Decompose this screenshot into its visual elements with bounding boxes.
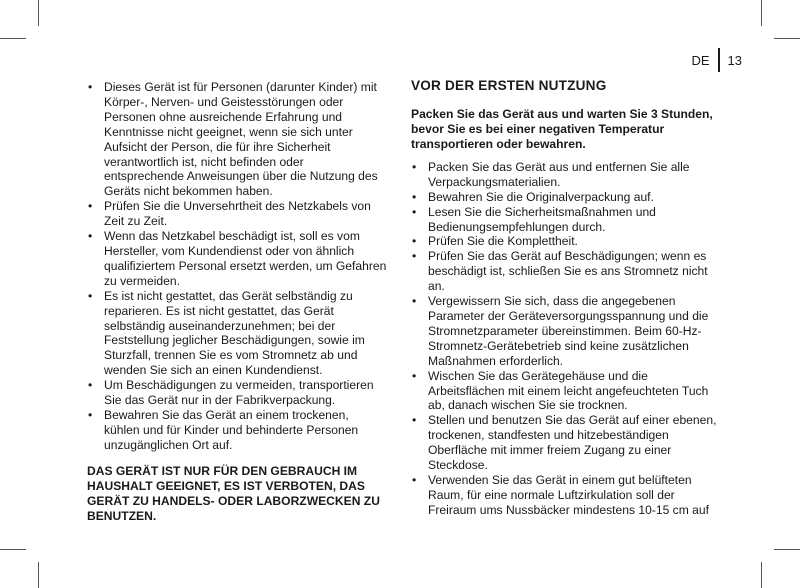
crop-mark-bottom-left-h	[0, 549, 26, 550]
list-item: • Wischen Sie das Gerätegehäuse und die Arbeitsflächen mit einem leicht angefeuchteten Tuch ab, danach wischen Sie sie trocknen.	[411, 369, 721, 414]
page-number: 13	[727, 52, 742, 68]
list-item: • Prüfen Sie die Komplettheit.	[411, 234, 721, 249]
page-header	[691, 48, 742, 72]
crop-mark-top-left-h	[0, 38, 26, 39]
header-divider	[718, 48, 720, 72]
list-item: • Dieses Gerät ist für Personen (darunter Kinder) mit Körper-, Nerven- und Geistesstörungen oder Personen ohne ausreichende Erfahrung und Kenntnisse nicht geeignet, wenn sie sich unter Aufsicht der Person, die für ihre Sicherheit verantwortlich ist, nicht befinden oder entsprechende Anweisungen über die Nutzung des Geräts nicht bekommen haben.	[87, 80, 387, 199]
crop-mark-bottom-left-v	[38, 562, 39, 588]
language-code: DE	[691, 52, 710, 68]
list-item: • Bewahren Sie das Gerät an einem trockenen, kühlen und für Kinder und behinderte Personen unzugänglichen Ort auf.	[87, 408, 387, 453]
list-item: • Wenn das Netzkabel beschädigt ist, soll es vom Hersteller, vom Kundendienst oder von ähnlich qualifiziertem Personal ersetzt werden, um Gefahren zu vermeiden.	[87, 229, 387, 289]
crop-mark-top-left-v	[38, 0, 39, 26]
crop-mark-top-right-v	[761, 0, 762, 26]
list-item: • Packen Sie das Gerät aus und entfernen Sie alle Verpackungsmaterialien.	[411, 160, 721, 190]
crop-mark-bottom-right-v	[761, 562, 762, 588]
list-item: • Bewahren Sie die Originalverpackung auf.	[411, 190, 721, 205]
list-item: • Um Beschädigungen zu vermeiden, transportieren Sie das Gerät nur in der Fabrikverpackung.	[87, 378, 387, 408]
list-item: • Lesen Sie die Sicherheitsmaßnahmen und Bedienungsempfehlungen durch.	[411, 205, 721, 235]
right-column	[411, 79, 721, 518]
first-use-list	[411, 160, 721, 518]
list-item: • Es ist nicht gestattet, das Gerät selbständig zu reparieren. Es ist nicht gestattet, das Gerät selbständig auseinanderzunehmen; bei der Feststellung jeglicher Beschädigungen, sowie im Sturzfall, trennen Sie es vom Stromnetz ab und wenden Sie sich an einen Kundendienst.	[87, 289, 387, 378]
list-item: • Vergewissern Sie sich, dass die angegebenen Parameter der Geräteversorgungsspannung und die Stromnetzparameter übereinstimmen. Beim 60-Hz-Stromnetz-Gerätebetrieb sind keine zusätzlichen Maßnahmen erforderlich.	[411, 294, 721, 369]
section-intro: Packen Sie das Gerät aus und warten Sie 3 Stunden, bevor Sie es bei einer negativen Temperatur transportieren oder bewahren.	[411, 106, 713, 151]
list-item: • Stellen und benutzen Sie das Gerät auf einer ebenen, trockenen, standfesten und hitzebeständigen Oberfläche mit immer freiem Zugang zu einer Steckdose.	[411, 413, 721, 473]
list-item: • Prüfen Sie die Unversehrtheit des Netzkabels von Zeit zu Zeit.	[87, 199, 387, 229]
list-item: • Prüfen Sie das Gerät auf Beschädigungen; wenn es beschädigt ist, schließen Sie es ans Stromnetz nicht an.	[411, 249, 721, 294]
crop-mark-top-right-h	[774, 38, 800, 39]
section-heading: VOR DER ERSTEN NUTZUNG	[411, 78, 607, 93]
household-warning: DAS GERÄT IST NUR FÜR DEN GEBRAUCH IM HAUSHALT GEEIGNET, ES IST VERBOTEN, DAS GERÄT ZU HANDELS- ODER LABORZWECKEN ZU BENUTZEN.	[87, 463, 380, 523]
left-column	[87, 80, 387, 536]
crop-mark-bottom-right-h	[774, 549, 800, 550]
safety-list	[87, 80, 387, 453]
list-item: • Verwenden Sie das Gerät in einem gut belüfteten Raum, für eine normale Luftzirkulation soll der Freiraum ums Nussbäcker mindestens 10-15 cm auf	[411, 473, 721, 518]
